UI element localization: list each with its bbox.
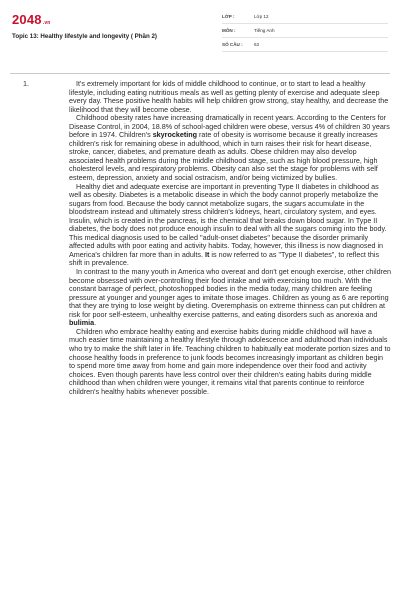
meta-label: LỚP : <box>222 14 235 19</box>
meta-value: 63 <box>254 42 260 47</box>
passage-paragraph-4 <box>69 268 391 328</box>
meta-label: MÔN : <box>222 28 236 33</box>
text-run: rate of obesity is worrisome because it greatly increases children's risk for remaining obese in adulthood, which in turn raises their risk for heart disease, stroke, cancer, diabetes, and premature death as adults. Obese children may also develop associated health problems during the middle childhood stage, such as high blood pressure, high cholesterol levels, and respiratory problems. Obesity can also set the stage for problems with self esteem, depression, anxiety and social ostracism, and/or being victimized by bullies. <box>69 130 378 183</box>
highlighted-word: skyrocketing <box>152 130 198 140</box>
passage-paragraph-1: It's extremely important for kids of middle childhood to continue, or to start to lead a healthy lifestyle, including eating nutritious meals as well as getting plenty of exercise and adequate sleep every day. These positive health habits will help children grow strong, stay healthy, and decrease the likelihood that they will become obese. <box>69 79 389 114</box>
meta-row-subject <box>222 24 388 38</box>
topic-title: Topic 13: Healthy lifestyle and longevity ( Phần 2) <box>12 33 157 40</box>
text-run: Healthy diet and adequate exercise are important in preventing Type II diabetes in childhood as well as obesity. Diabetes is a metabolic disease in which the body cannot properly metabolize the sugars from food. Because the body cannot metabolize sugars, the sugars accumulate in the bloodstream instead and ultimately stress children's kidneys, heart, circulatory system, and eyes. Insulin, which is created in the pancreas, is the chemical that breaks down blood sugar. In Type II diabetes, the body does not produce enough insulin to deal with all the sugars coming into the body. This medical diagnosis used to be called "adult-onset diabetes" because the disorder primarily affected adults with poor eating and activity habits. Today, however, this illness is now diagnosed in America's children far more than in adults. <box>69 181 387 259</box>
text-run: In contrast to the many youth in America who overeat and don't get enough exercise, other children become obsessed with over-controlling their food intake and with exercising too much. With the constant barrage of perfect, photoshopped bodies in the media today, many children are feeling pressure at younger and younger ages to imitate those images. Children as young as 6 are reporting that they are trying to lose weight by dieting. Overemphasis on extreme thinness can put children at risk for poor self-esteem, unhealthy exercise patterns, and eating disorders such as anorexia and <box>69 267 392 319</box>
meta-value: Lớp 12 <box>254 14 269 19</box>
question-number: 1. <box>23 79 29 88</box>
meta-row-count <box>222 38 388 52</box>
text-run: Childhood obesity rates have increasing dramatically in recent years. According to the Centers for Disease Control, in 2004, 18.8% of school-aged children were obese, versus 4% of children 30 years before in 1974. Children's <box>69 113 390 140</box>
meta-value: Tiếng Anh <box>254 28 275 33</box>
header-divider <box>10 73 390 74</box>
meta-label: SỐ CÂU : <box>222 42 243 47</box>
page-header <box>0 0 400 66</box>
meta-row-class <box>222 10 388 24</box>
highlighted-word: It <box>205 249 210 259</box>
reading-passage <box>69 80 391 396</box>
site-logo[interactable] <box>12 12 51 27</box>
text-run: is now referred to as "Type II diabetes", to reflect this shift in prevalence. <box>69 249 380 268</box>
meta-table <box>222 10 388 52</box>
passage-paragraph-5: Children who embrace healthy eating and exercise habits during middle childhood will have a much easier time maintaining a healthy lifestyle through adolescence and adulthood than individuals who try to make the shift later in life. Teaching children to habitually eat moderate portion sizes and to choose healthy foods in preference to junk foods becomes increasingly important as children begin to spend more time away from home and gain more independence over their food and activity choices. Even though parents have less control over their children's eating habits during middle childhood than when children were younger, it remains vital that parents continue to reinforce children's healthy habits whenever possible. <box>69 326 391 396</box>
logo-suffix: .vn <box>42 20 51 26</box>
passage-paragraph-2 <box>69 114 391 182</box>
logo-text: 2048 <box>12 12 42 27</box>
text-run: . <box>94 318 97 328</box>
highlighted-word: bulimia <box>69 318 95 328</box>
passage-paragraph-3 <box>69 183 391 268</box>
